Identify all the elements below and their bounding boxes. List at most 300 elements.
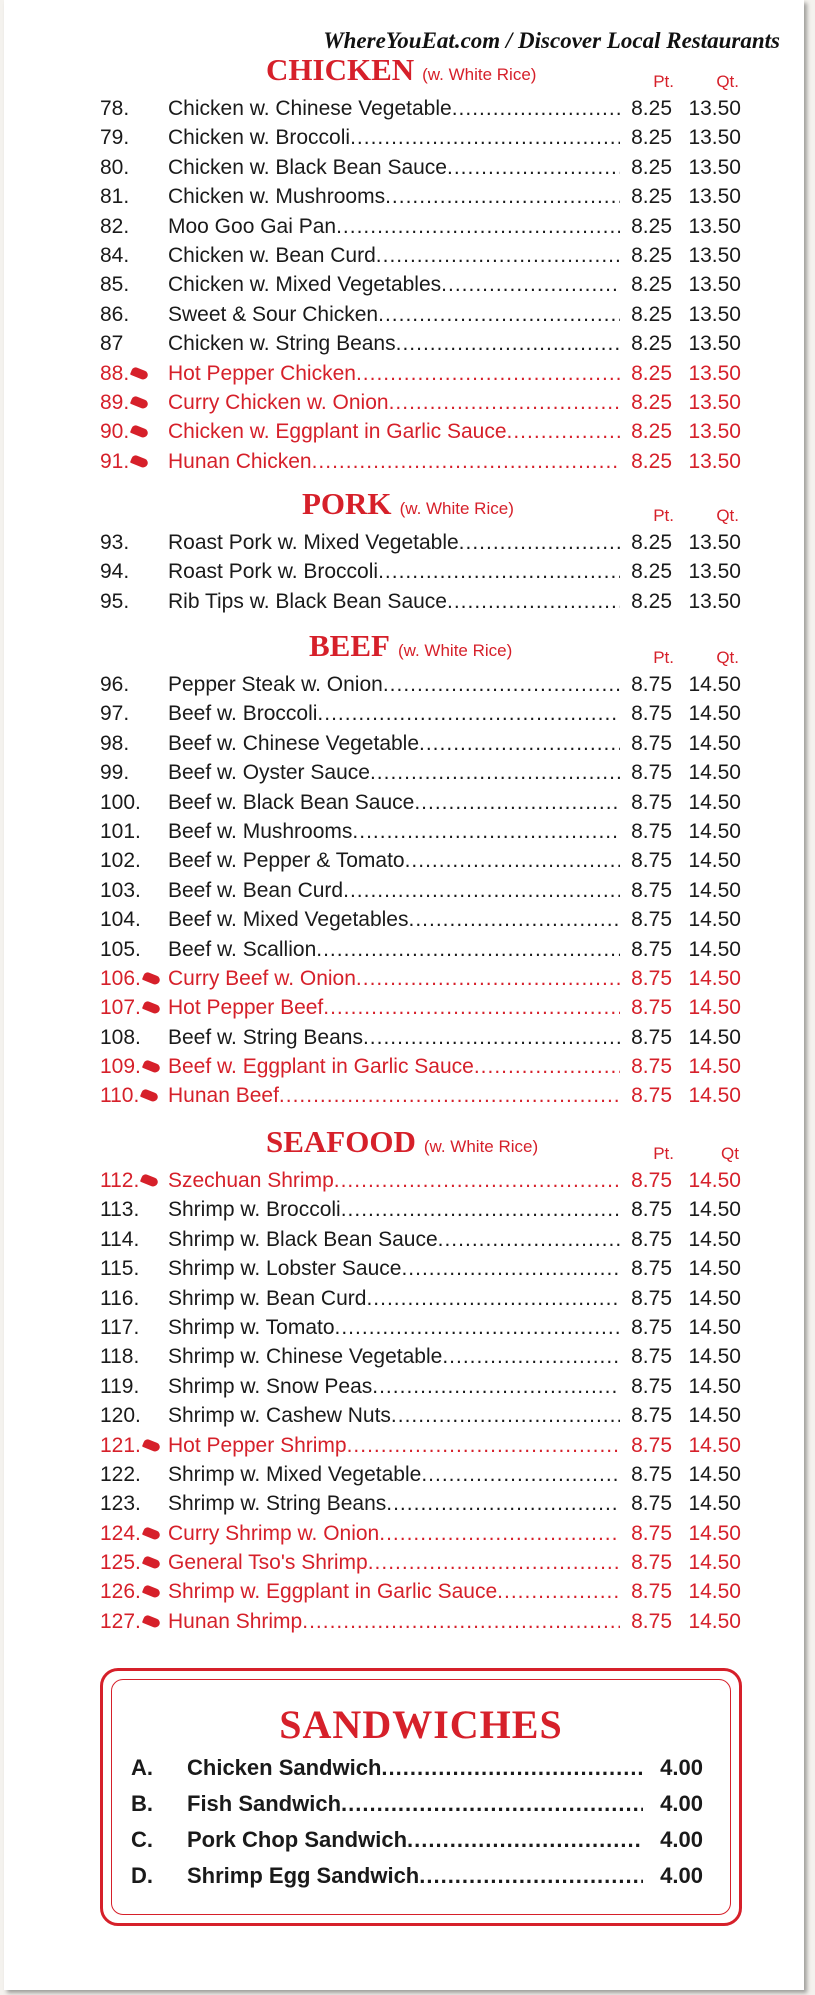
item-name-wrap [168, 270, 620, 299]
pint-price: 8.25 [631, 214, 672, 238]
item-name-wrap [168, 587, 620, 616]
menu-item-row [4, 557, 804, 586]
pint-price: 8.75 [631, 1198, 672, 1222]
pint-price: 8.75 [631, 702, 672, 726]
item-number [100, 1548, 164, 1577]
quart-price: 13.50 [688, 449, 741, 473]
watermark: WhereYouEat.com / Discover Local Restaurants [323, 28, 780, 53]
section-title-text: PORK [302, 486, 392, 521]
menu-item-row [4, 270, 804, 299]
dot-leader [317, 699, 620, 728]
item-name: Moo Goo Gai Pan [168, 214, 337, 238]
item-name: Chicken w. Black Bean Sauce [168, 155, 447, 179]
menu-item-row [4, 758, 804, 787]
item-number-text: 117. [100, 1315, 140, 1339]
section-beef [4, 626, 804, 1111]
item-number [100, 329, 164, 358]
sandwich-price: 4.00 [660, 1791, 703, 1816]
item-name: Chicken w. Chinese Vegetable [168, 97, 452, 120]
dot-leader [341, 1787, 643, 1821]
dot-leader [407, 1823, 643, 1857]
item-number-text: 90. [100, 420, 130, 444]
item-number [100, 1284, 164, 1313]
menu-item-row [4, 587, 804, 616]
quart-price: 14.50 [688, 1169, 741, 1192]
item-number [100, 1225, 164, 1254]
quart-price: 14.50 [688, 849, 741, 873]
quart-price: 13.50 [688, 155, 741, 179]
sandwich-row [131, 1859, 711, 1893]
item-name-wrap [168, 359, 620, 388]
item-name-wrap [168, 788, 620, 817]
item-name: Hot Pepper Beef [168, 996, 324, 1020]
quart-price: 14.50 [688, 1315, 741, 1339]
item-name-wrap [168, 329, 620, 358]
item-number [100, 1372, 164, 1401]
item-number [100, 359, 164, 388]
item-name-wrap [168, 241, 620, 270]
item-number-text: 106. [100, 966, 141, 990]
item-number-text: 122. [100, 1462, 141, 1486]
item-name: Beef w. Chinese Vegetable [168, 731, 420, 755]
item-name-wrap [168, 1607, 620, 1636]
pint-price: 8.75 [631, 1374, 672, 1398]
quart-price: 14.50 [688, 1551, 741, 1575]
item-name: Curry Beef w. Onion [168, 966, 356, 990]
item-number [100, 587, 164, 616]
dot-leader [347, 1431, 620, 1460]
pint-price: 8.75 [631, 1257, 672, 1281]
dot-leader [312, 447, 620, 476]
item-name-wrap [168, 1548, 620, 1577]
menu-item-row [4, 1023, 804, 1052]
pint-price: 8.75 [631, 878, 672, 902]
pint-price: 8.25 [631, 589, 672, 613]
menu-rows [4, 670, 804, 1111]
item-number-text: 79. [100, 126, 130, 150]
item-number-text: 98. [100, 731, 130, 755]
menu-item-row [4, 935, 804, 964]
item-name-wrap [168, 1081, 620, 1110]
quart-price: 14.50 [688, 1609, 741, 1633]
qt-header: Qt. [716, 506, 739, 525]
pint-price: 8.25 [631, 97, 672, 120]
dot-leader [447, 587, 620, 616]
pint-price: 8.25 [631, 273, 672, 297]
item-name-wrap [168, 935, 620, 964]
item-name-wrap [168, 1577, 620, 1606]
item-name: Beef w. Broccoli [168, 702, 318, 726]
item-name-wrap [168, 846, 620, 875]
item-number [100, 964, 164, 993]
item-number [100, 528, 164, 557]
item-number-text: 84. [100, 243, 130, 267]
item-number-text: 100. [100, 790, 141, 814]
section-chicken [4, 50, 804, 476]
item-number [100, 876, 164, 905]
pint-price: 8.75 [631, 1433, 672, 1457]
item-name-wrap [168, 905, 620, 934]
item-name: Shrimp w. Tomato [168, 1315, 335, 1339]
menu-rows [4, 1166, 804, 1636]
section-title [266, 1122, 538, 1168]
item-number [100, 182, 164, 211]
dot-leader [405, 846, 620, 875]
pint-price: 8.75 [631, 1521, 672, 1545]
item-name-wrap [168, 417, 620, 446]
menu-item-row [4, 1548, 804, 1577]
section-pork [4, 484, 804, 616]
qt-header: Qt. [716, 648, 739, 667]
menu-item-row [4, 1577, 804, 1606]
quart-price: 13.50 [688, 97, 741, 120]
item-number-text: 104. [100, 908, 141, 932]
dot-leader [442, 1342, 620, 1371]
item-number-text: 120. [100, 1404, 141, 1428]
chili-pepper-icon [142, 1000, 161, 1015]
menu-item-row [4, 528, 804, 557]
item-number-text: 99. [100, 761, 130, 785]
chili-pepper-icon [130, 454, 149, 469]
chili-pepper-icon [130, 424, 149, 439]
menu-item-row [4, 182, 804, 211]
item-number-text: 125. [100, 1551, 141, 1575]
pt-header: Pt. [653, 648, 674, 667]
dot-leader [385, 182, 620, 211]
item-number-text: 97. [100, 702, 130, 726]
dot-leader [419, 729, 620, 758]
item-number [100, 388, 164, 417]
quart-price: 13.50 [688, 560, 741, 584]
item-name: Beef w. Scallion [168, 937, 317, 961]
item-number [100, 94, 164, 123]
item-name-wrap [168, 1284, 620, 1313]
item-number [100, 1577, 164, 1606]
item-name: Chicken w. Broccoli [168, 126, 351, 150]
pint-price: 8.75 [631, 1315, 672, 1339]
menu-item-row [4, 1607, 804, 1636]
item-number [100, 935, 164, 964]
menu-item-row [4, 788, 804, 817]
item-number [100, 846, 164, 875]
sandwich-name-wrap [187, 1751, 643, 1785]
quart-price: 13.50 [688, 126, 741, 150]
item-name: Shrimp w. Mixed Vegetable [168, 1462, 422, 1486]
menu-item-row [4, 1081, 804, 1110]
dot-leader [419, 1859, 643, 1893]
item-name-wrap [168, 1195, 620, 1224]
item-number [100, 1342, 164, 1371]
item-name: Beef w. Mushrooms [168, 819, 353, 843]
item-name: Shrimp w. Snow Peas [168, 1374, 373, 1398]
item-number-text: 109. [100, 1055, 141, 1079]
pt-header: Pt. [653, 72, 674, 91]
section-title [302, 484, 514, 530]
menu-item-row [4, 1313, 804, 1342]
quart-price: 14.50 [688, 1198, 741, 1222]
pint-price: 8.75 [631, 761, 672, 785]
menu-item-row [4, 905, 804, 934]
dot-leader [441, 270, 620, 299]
item-number [100, 241, 164, 270]
pint-price: 8.75 [631, 1551, 672, 1575]
chili-pepper-icon [140, 1173, 159, 1188]
item-name: Shrimp w. String Beans [168, 1492, 387, 1516]
item-number-text: 94. [100, 560, 130, 584]
item-number [100, 758, 164, 787]
item-name-wrap [168, 388, 620, 417]
item-number-text: 93. [100, 531, 130, 554]
section-subtitle: (w. White Rice) [399, 499, 514, 518]
menu-item-row [4, 388, 804, 417]
chili-pepper-icon [142, 971, 161, 986]
dot-leader [370, 758, 620, 787]
menu-item-row [4, 123, 804, 152]
item-number-text: 110. [100, 1084, 140, 1108]
chili-pepper-icon [142, 1614, 161, 1629]
sandwich-row [131, 1751, 711, 1785]
dot-leader [409, 905, 621, 934]
menu-item-row [4, 699, 804, 728]
item-number-text: 102. [100, 849, 141, 873]
dot-leader [356, 359, 620, 388]
item-number [100, 1052, 164, 1081]
dot-leader [363, 1023, 620, 1052]
item-number [100, 557, 164, 586]
quart-price: 13.50 [688, 273, 741, 297]
item-number [100, 447, 164, 476]
item-name: Pepper Steak w. Onion [168, 673, 383, 696]
item-name-wrap [168, 94, 620, 123]
dot-leader [452, 94, 620, 123]
pint-price: 8.25 [631, 302, 672, 326]
item-name: Chicken w. Eggplant in Garlic Sauce [168, 420, 507, 444]
qt-header: Qt. [716, 72, 739, 91]
item-number [100, 153, 164, 182]
item-name-wrap [168, 1401, 620, 1430]
menu-item-row [4, 241, 804, 270]
section-header [4, 1122, 804, 1166]
dot-leader [368, 1548, 620, 1577]
item-name: Shrimp w. Cashew Nuts [168, 1404, 391, 1428]
menu-item-row [4, 1166, 804, 1195]
menu-item-row [4, 876, 804, 905]
item-number-text: 81. [100, 185, 130, 209]
pint-price: 8.25 [631, 332, 672, 356]
pint-price: 8.75 [631, 966, 672, 990]
sandwich-name: Pork Chop Sandwich [187, 1827, 408, 1852]
item-name-wrap [168, 557, 620, 586]
pint-price: 8.75 [631, 819, 672, 843]
pint-price: 8.25 [631, 185, 672, 209]
item-number [100, 212, 164, 241]
item-name: Chicken w. Bean Curd [168, 243, 376, 267]
section-title [309, 626, 512, 672]
item-number-text: 78. [100, 97, 130, 120]
pint-price: 8.75 [631, 1345, 672, 1369]
item-number-text: 115. [100, 1257, 140, 1281]
item-name: Hunan Beef [168, 1084, 279, 1108]
item-number-text: 87 [100, 332, 124, 356]
menu-item-row [4, 1372, 804, 1401]
quart-price: 14.50 [688, 1257, 741, 1281]
quart-price: 14.50 [688, 731, 741, 755]
quart-price: 13.50 [688, 302, 741, 326]
pint-price: 8.75 [631, 908, 672, 932]
section-title-text: BEEF [309, 628, 390, 663]
pint-price: 8.25 [631, 449, 672, 473]
pint-price: 8.25 [631, 390, 672, 414]
section-header [4, 626, 804, 670]
sandwich-letter: B. [131, 1791, 153, 1816]
dot-leader [323, 993, 620, 1022]
item-name: Rib Tips w. Black Bean Sauce [168, 589, 447, 613]
menu-item-row [4, 212, 804, 241]
item-name: Chicken w. String Beans [168, 332, 396, 356]
pint-price: 8.75 [631, 1492, 672, 1516]
menu-item-row [4, 729, 804, 758]
quart-price: 13.50 [688, 214, 741, 238]
sandwich-price: 4.00 [660, 1863, 703, 1888]
item-number-text: 86. [100, 302, 130, 326]
item-number-text: 96. [100, 673, 130, 696]
item-name-wrap [168, 1342, 620, 1371]
pint-price: 8.75 [631, 1169, 672, 1192]
quart-price: 14.50 [688, 996, 741, 1020]
menu-item-row [4, 1489, 804, 1518]
item-number [100, 123, 164, 152]
item-name: General Tso's Shrimp [168, 1551, 368, 1575]
sandwich-row [131, 1787, 711, 1821]
dot-leader [336, 212, 620, 241]
chili-pepper-icon [130, 366, 149, 381]
item-name: Shrimp w. Broccoli [168, 1198, 341, 1222]
item-name-wrap [168, 729, 620, 758]
item-name: Beef w. Eggplant in Garlic Sauce [168, 1055, 474, 1079]
item-name-wrap [168, 993, 620, 1022]
menu-rows [4, 94, 804, 476]
sandwiches-title: SANDWICHES [279, 1702, 563, 1747]
sandwich-price: 4.00 [660, 1755, 703, 1780]
pint-price: 8.75 [631, 731, 672, 755]
quart-price: 14.50 [688, 1227, 741, 1251]
quart-price: 14.50 [688, 1286, 741, 1310]
quart-price: 13.50 [688, 390, 741, 414]
dot-leader [421, 1460, 620, 1489]
item-name: Roast Pork w. Mixed Vegetable [168, 531, 459, 554]
item-number [100, 788, 164, 817]
sandwich-name-wrap [187, 1787, 643, 1821]
item-name-wrap [168, 1023, 620, 1052]
menu-item-row [4, 447, 804, 476]
quart-price: 13.50 [688, 361, 741, 385]
menu-item-row [4, 1401, 804, 1430]
item-number-text: 124. [100, 1521, 141, 1545]
dot-leader [474, 1052, 620, 1081]
item-number [100, 993, 164, 1022]
menu-rows [4, 528, 804, 616]
quart-price: 14.50 [688, 1580, 741, 1604]
item-number-text: 113. [100, 1198, 140, 1222]
item-name: Hot Pepper Shrimp [168, 1433, 347, 1457]
sandwich-name-wrap [187, 1859, 643, 1893]
dot-leader [356, 964, 620, 993]
dot-leader [389, 388, 620, 417]
sandwich-name: Chicken Sandwich [187, 1755, 382, 1780]
dot-leader [383, 670, 620, 699]
dot-leader [507, 417, 620, 446]
quart-price: 14.50 [688, 1084, 741, 1108]
item-number-text: 121. [100, 1433, 141, 1457]
item-number [100, 1313, 164, 1342]
item-number-text: 127. [100, 1609, 141, 1633]
sandwiches-box [100, 1668, 742, 1926]
menu-item-row [4, 1460, 804, 1489]
section-header [4, 484, 804, 528]
menu-item-row [4, 417, 804, 446]
pint-price: 8.25 [631, 126, 672, 150]
menu-item-row [4, 993, 804, 1022]
sandwich-letter: A. [131, 1755, 153, 1780]
dot-leader [378, 300, 620, 329]
dot-leader [376, 241, 620, 270]
quart-price: 14.50 [688, 1345, 741, 1369]
section-subtitle: (w. White Rice) [397, 641, 513, 660]
quart-price: 14.50 [688, 966, 741, 990]
item-number [100, 699, 164, 728]
item-number-text: 105. [100, 937, 141, 961]
pint-price: 8.75 [631, 1286, 672, 1310]
item-name: Hot Pepper Chicken [168, 361, 356, 385]
pint-price: 8.75 [631, 1025, 672, 1049]
item-name-wrap [168, 699, 620, 728]
item-name-wrap [168, 1254, 620, 1283]
section-title [266, 50, 536, 96]
menu-item-row [4, 670, 804, 699]
sandwich-price: 4.00 [660, 1827, 703, 1852]
chili-pepper-icon [142, 1526, 161, 1541]
dot-leader [391, 1401, 620, 1430]
dot-leader [386, 1489, 620, 1518]
item-name-wrap [168, 1313, 620, 1342]
menu-item-row [4, 300, 804, 329]
item-name-wrap [168, 964, 620, 993]
quart-price: 14.50 [688, 1055, 741, 1079]
item-number-text: 107. [100, 996, 141, 1020]
dot-leader [334, 1166, 620, 1195]
menu-item-row [4, 1225, 804, 1254]
item-number [100, 905, 164, 934]
dot-leader [302, 1607, 620, 1636]
quart-price: 14.50 [688, 937, 741, 961]
pint-price: 8.25 [631, 531, 672, 554]
chili-pepper-icon [130, 395, 149, 410]
item-number [100, 1489, 164, 1518]
chili-pepper-icon [142, 1059, 161, 1074]
menu-item-row [4, 846, 804, 875]
item-number-text: 118. [100, 1345, 140, 1369]
item-number [100, 729, 164, 758]
item-number [100, 1460, 164, 1489]
item-name-wrap [168, 1052, 620, 1081]
item-name-wrap [168, 123, 620, 152]
quart-price: 14.50 [688, 790, 741, 814]
item-number-text: 123. [100, 1492, 141, 1516]
item-name: Beef w. String Beans [168, 1025, 363, 1049]
dot-leader [459, 528, 620, 557]
menu-item-row [4, 1519, 804, 1548]
item-name-wrap [168, 1519, 620, 1548]
